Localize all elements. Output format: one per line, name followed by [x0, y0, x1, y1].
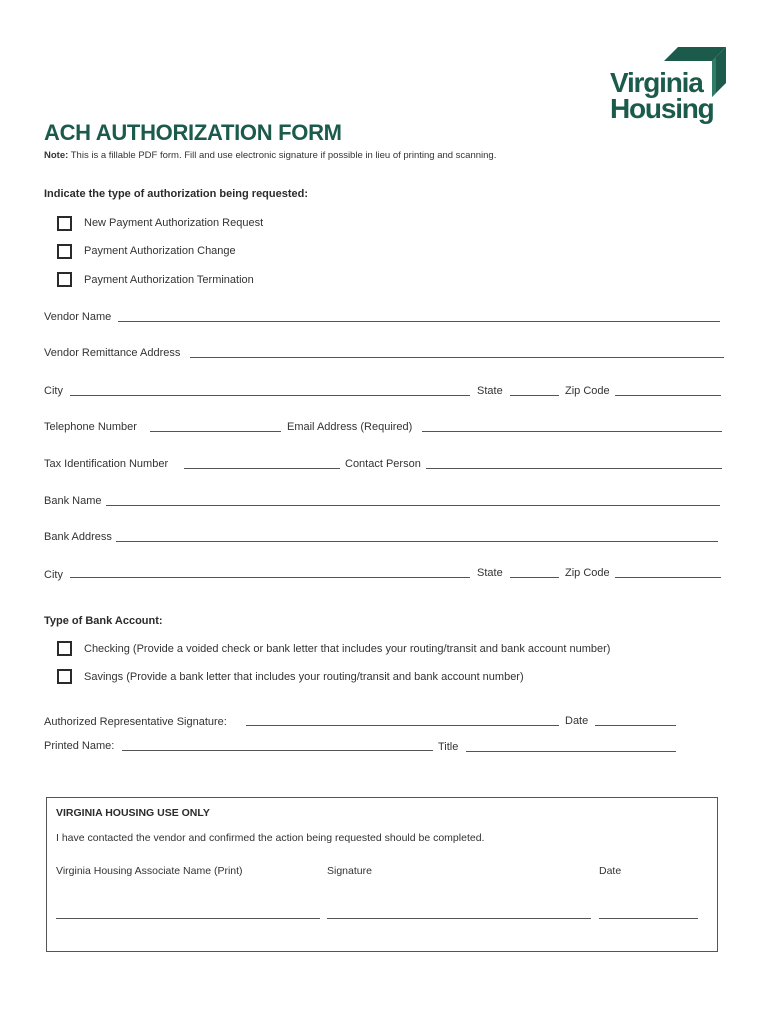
- telephone-field[interactable]: [150, 419, 281, 432]
- vendor-city-label: City: [44, 385, 63, 397]
- contact-person-field[interactable]: [426, 456, 722, 469]
- bank-zip-label: Zip Code: [565, 567, 610, 579]
- bank-state-label: State: [477, 567, 503, 579]
- authorization-type-heading: Indicate the type of authorization being requested:: [44, 188, 309, 200]
- contact-person-label: Contact Person: [345, 458, 421, 470]
- associate-name-field[interactable]: [56, 906, 320, 919]
- office-use-heading: VIRGINIA HOUSING USE ONLY: [56, 807, 210, 819]
- email-label: Email Address (Required): [287, 421, 413, 433]
- bank-zip-field[interactable]: [615, 565, 721, 578]
- vendor-state-label: State: [477, 385, 503, 397]
- office-use-statement: I have contacted the vendor and confirmed the action being requested should be completed.: [56, 832, 485, 844]
- associate-name-label: Virginia Housing Associate Name (Print): [56, 865, 243, 877]
- new-payment-label: New Payment Authorization Request: [84, 217, 264, 229]
- vendor-remittance-address-field[interactable]: [190, 345, 724, 358]
- signature-date-label: Date: [565, 715, 589, 727]
- vendor-name-field[interactable]: [118, 309, 720, 322]
- virginia-housing-logo: [610, 67, 714, 124]
- vendor-remittance-address-label: Vendor Remittance Address: [44, 347, 181, 359]
- office-signature-label: Signature: [327, 865, 372, 877]
- savings-label: Savings (Provide a bank letter that includes your routing/transit and bank account number): [84, 671, 524, 683]
- email-field[interactable]: [422, 419, 722, 432]
- account-type-heading: Type of Bank Account:: [44, 615, 163, 627]
- title-label: Title: [438, 741, 459, 753]
- bank-state-field[interactable]: [510, 565, 559, 578]
- office-signature-field[interactable]: [327, 906, 591, 919]
- payment-termination-label: Payment Authorization Termination: [84, 274, 254, 286]
- checking-label: Checking (Provide a voided check or bank letter that includes your routing/transit and bank account number): [84, 643, 611, 655]
- payment-change-label: Payment Authorization Change: [84, 245, 236, 257]
- form-note: [44, 150, 496, 161]
- logo-line-1: Virginia: [610, 67, 703, 98]
- title-field[interactable]: [466, 739, 676, 752]
- bank-name-field[interactable]: [106, 493, 720, 506]
- printed-name-field[interactable]: [122, 738, 433, 751]
- note-text: This is a fillable PDF form. Fill and use electronic signature if possible in lieu of printing and scanning.: [70, 150, 497, 161]
- bank-address-label: Bank Address: [44, 531, 112, 543]
- office-date-label: Date: [599, 865, 622, 877]
- note-label: Note:: [44, 150, 69, 161]
- tax-id-label: Tax Identification Number: [44, 458, 169, 470]
- savings-checkbox[interactable]: [57, 669, 72, 684]
- authorized-signature-label: Authorized Representative Signature:: [44, 716, 227, 728]
- signature-date-field[interactable]: [595, 713, 676, 726]
- authorized-signature-field[interactable]: [246, 713, 559, 726]
- vendor-state-field[interactable]: [510, 383, 559, 396]
- vendor-city-field[interactable]: [70, 383, 470, 396]
- form-title: ACH AUTHORIZATION FORM: [44, 120, 342, 145]
- vendor-zip-field[interactable]: [615, 383, 721, 396]
- checking-checkbox[interactable]: [57, 641, 72, 656]
- bank-address-field[interactable]: [116, 529, 718, 542]
- bank-city-label: City: [44, 569, 63, 581]
- vendor-zip-label: Zip Code: [565, 385, 610, 397]
- payment-change-checkbox[interactable]: [57, 244, 72, 259]
- bank-city-field[interactable]: [70, 565, 470, 578]
- telephone-label: Telephone Number: [44, 421, 137, 433]
- tax-id-field[interactable]: [184, 456, 340, 469]
- printed-name-label: Printed Name:: [44, 740, 115, 752]
- office-date-field[interactable]: [599, 906, 698, 919]
- logo-line-2: Housing: [610, 93, 714, 124]
- vendor-name-label: Vendor Name: [44, 311, 112, 323]
- new-payment-checkbox[interactable]: [57, 216, 72, 231]
- payment-termination-checkbox[interactable]: [57, 272, 72, 287]
- bank-name-label: Bank Name: [44, 495, 102, 507]
